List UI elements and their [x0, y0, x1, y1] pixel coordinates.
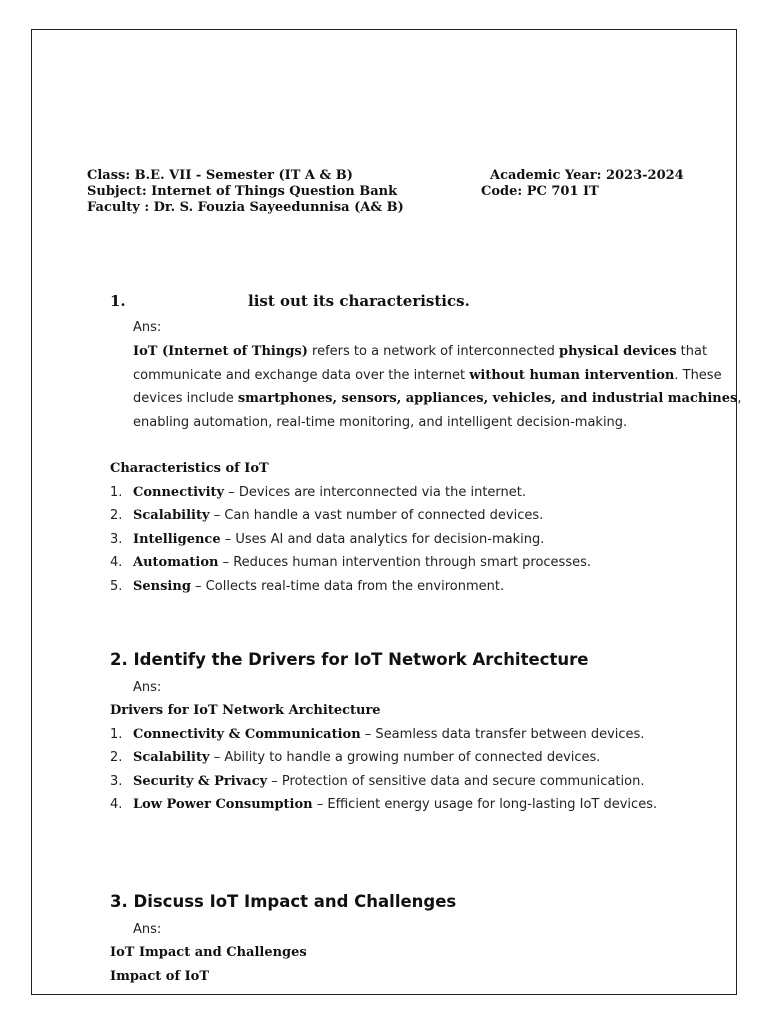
list-desc: – Protection of sensitive data and secure communication.: [267, 774, 645, 789]
list-item: [110, 797, 657, 812]
list-number: 3.: [110, 532, 123, 547]
faculty-line: Faculty : Dr. S. Fouzia Sayeedunnisa (A& B): [87, 200, 404, 215]
list-number: 4.: [110, 797, 123, 812]
question-2-ans-label: Ans:: [133, 680, 162, 695]
academic-year: Academic Year: 2023-2024: [490, 168, 684, 183]
list-item: [110, 750, 600, 765]
list-term: Intelligence: [133, 532, 221, 547]
list-item: [110, 532, 544, 547]
def-term-physical-devices: physical devices: [559, 344, 677, 359]
question-1-title: list out its characteristics.: [248, 292, 470, 310]
question-1-number: 1.: [110, 292, 126, 310]
impact-challenges-heading: IoT Impact and Challenges: [110, 945, 307, 960]
def-term-no-human: without human intervention: [469, 367, 675, 383]
list-term: Automation: [133, 555, 219, 570]
list-item: [110, 485, 526, 500]
list-term: Low Power Consumption: [133, 797, 313, 812]
list-number: 3.: [110, 774, 123, 789]
list-item: [110, 727, 644, 742]
list-term: Connectivity: [133, 485, 225, 500]
list-number: 2.: [110, 750, 123, 765]
list-term: Scalability: [133, 508, 210, 523]
list-desc: – Collects real-time data from the environment.: [190, 579, 505, 594]
impact-heading: Impact of IoT: [110, 969, 210, 984]
list-item: [110, 508, 543, 523]
list-term: Scalability: [133, 750, 210, 765]
def-term-iot: IoT (Internet of Things): [133, 344, 308, 359]
list-number: 4.: [110, 555, 123, 570]
list-item: [110, 555, 591, 570]
def-text-1: refers to a network of interconnected: [307, 344, 559, 359]
list-desc: – Uses AI and data analytics for decision-making.: [220, 532, 545, 547]
list-desc: – Seamless data transfer between devices.: [360, 727, 645, 742]
question-2-title: 2. Identify the Drivers for IoT Network Architecture: [110, 650, 589, 669]
drivers-heading: Drivers for IoT Network Architecture: [110, 703, 381, 718]
list-number: 2.: [110, 508, 123, 523]
list-item: [110, 579, 504, 594]
def-text-3: . These devices include: [133, 367, 722, 406]
subject-line: Subject: Internet of Things Question Bank: [87, 184, 398, 199]
class-line: Class: B.E. VII - Semester (IT A & B): [87, 168, 353, 183]
list-term: Connectivity & Communication: [133, 727, 361, 742]
list-desc: – Efficient energy usage for long-lasting IoT devices.: [312, 797, 658, 812]
list-number: 1.: [110, 485, 123, 500]
list-desc: – Devices are interconnected via the internet.: [224, 485, 527, 500]
list-desc: – Reduces human intervention through smart processes.: [218, 555, 592, 570]
iot-definition-paragraph: [133, 340, 763, 434]
course-code: Code: PC 701 IT: [481, 184, 599, 199]
list-number: 1.: [110, 727, 123, 742]
list-term: Security & Privacy: [133, 774, 268, 789]
question-1-ans-label: Ans:: [133, 320, 162, 335]
list-item: [110, 774, 644, 789]
def-text-4: , enabling automation, real-time monitoring, and intelligent decision-making.: [133, 391, 742, 430]
def-term-devices: smartphones, sensors, appliances, vehicles, and industrial machines: [237, 391, 738, 406]
question-3-title: 3. Discuss IoT Impact and Challenges: [110, 892, 457, 911]
characteristics-heading: Characteristics of IoT: [110, 461, 269, 476]
list-number: 5.: [110, 579, 123, 594]
list-desc: – Can handle a vast number of connected devices.: [209, 508, 544, 523]
list-term: Sensing: [133, 579, 191, 594]
list-desc: – Ability to handle a growing number of connected devices.: [209, 750, 601, 765]
question-3-ans-label: Ans:: [133, 922, 162, 937]
def-text-2: that communicate and exchange data over the internet: [133, 344, 708, 383]
